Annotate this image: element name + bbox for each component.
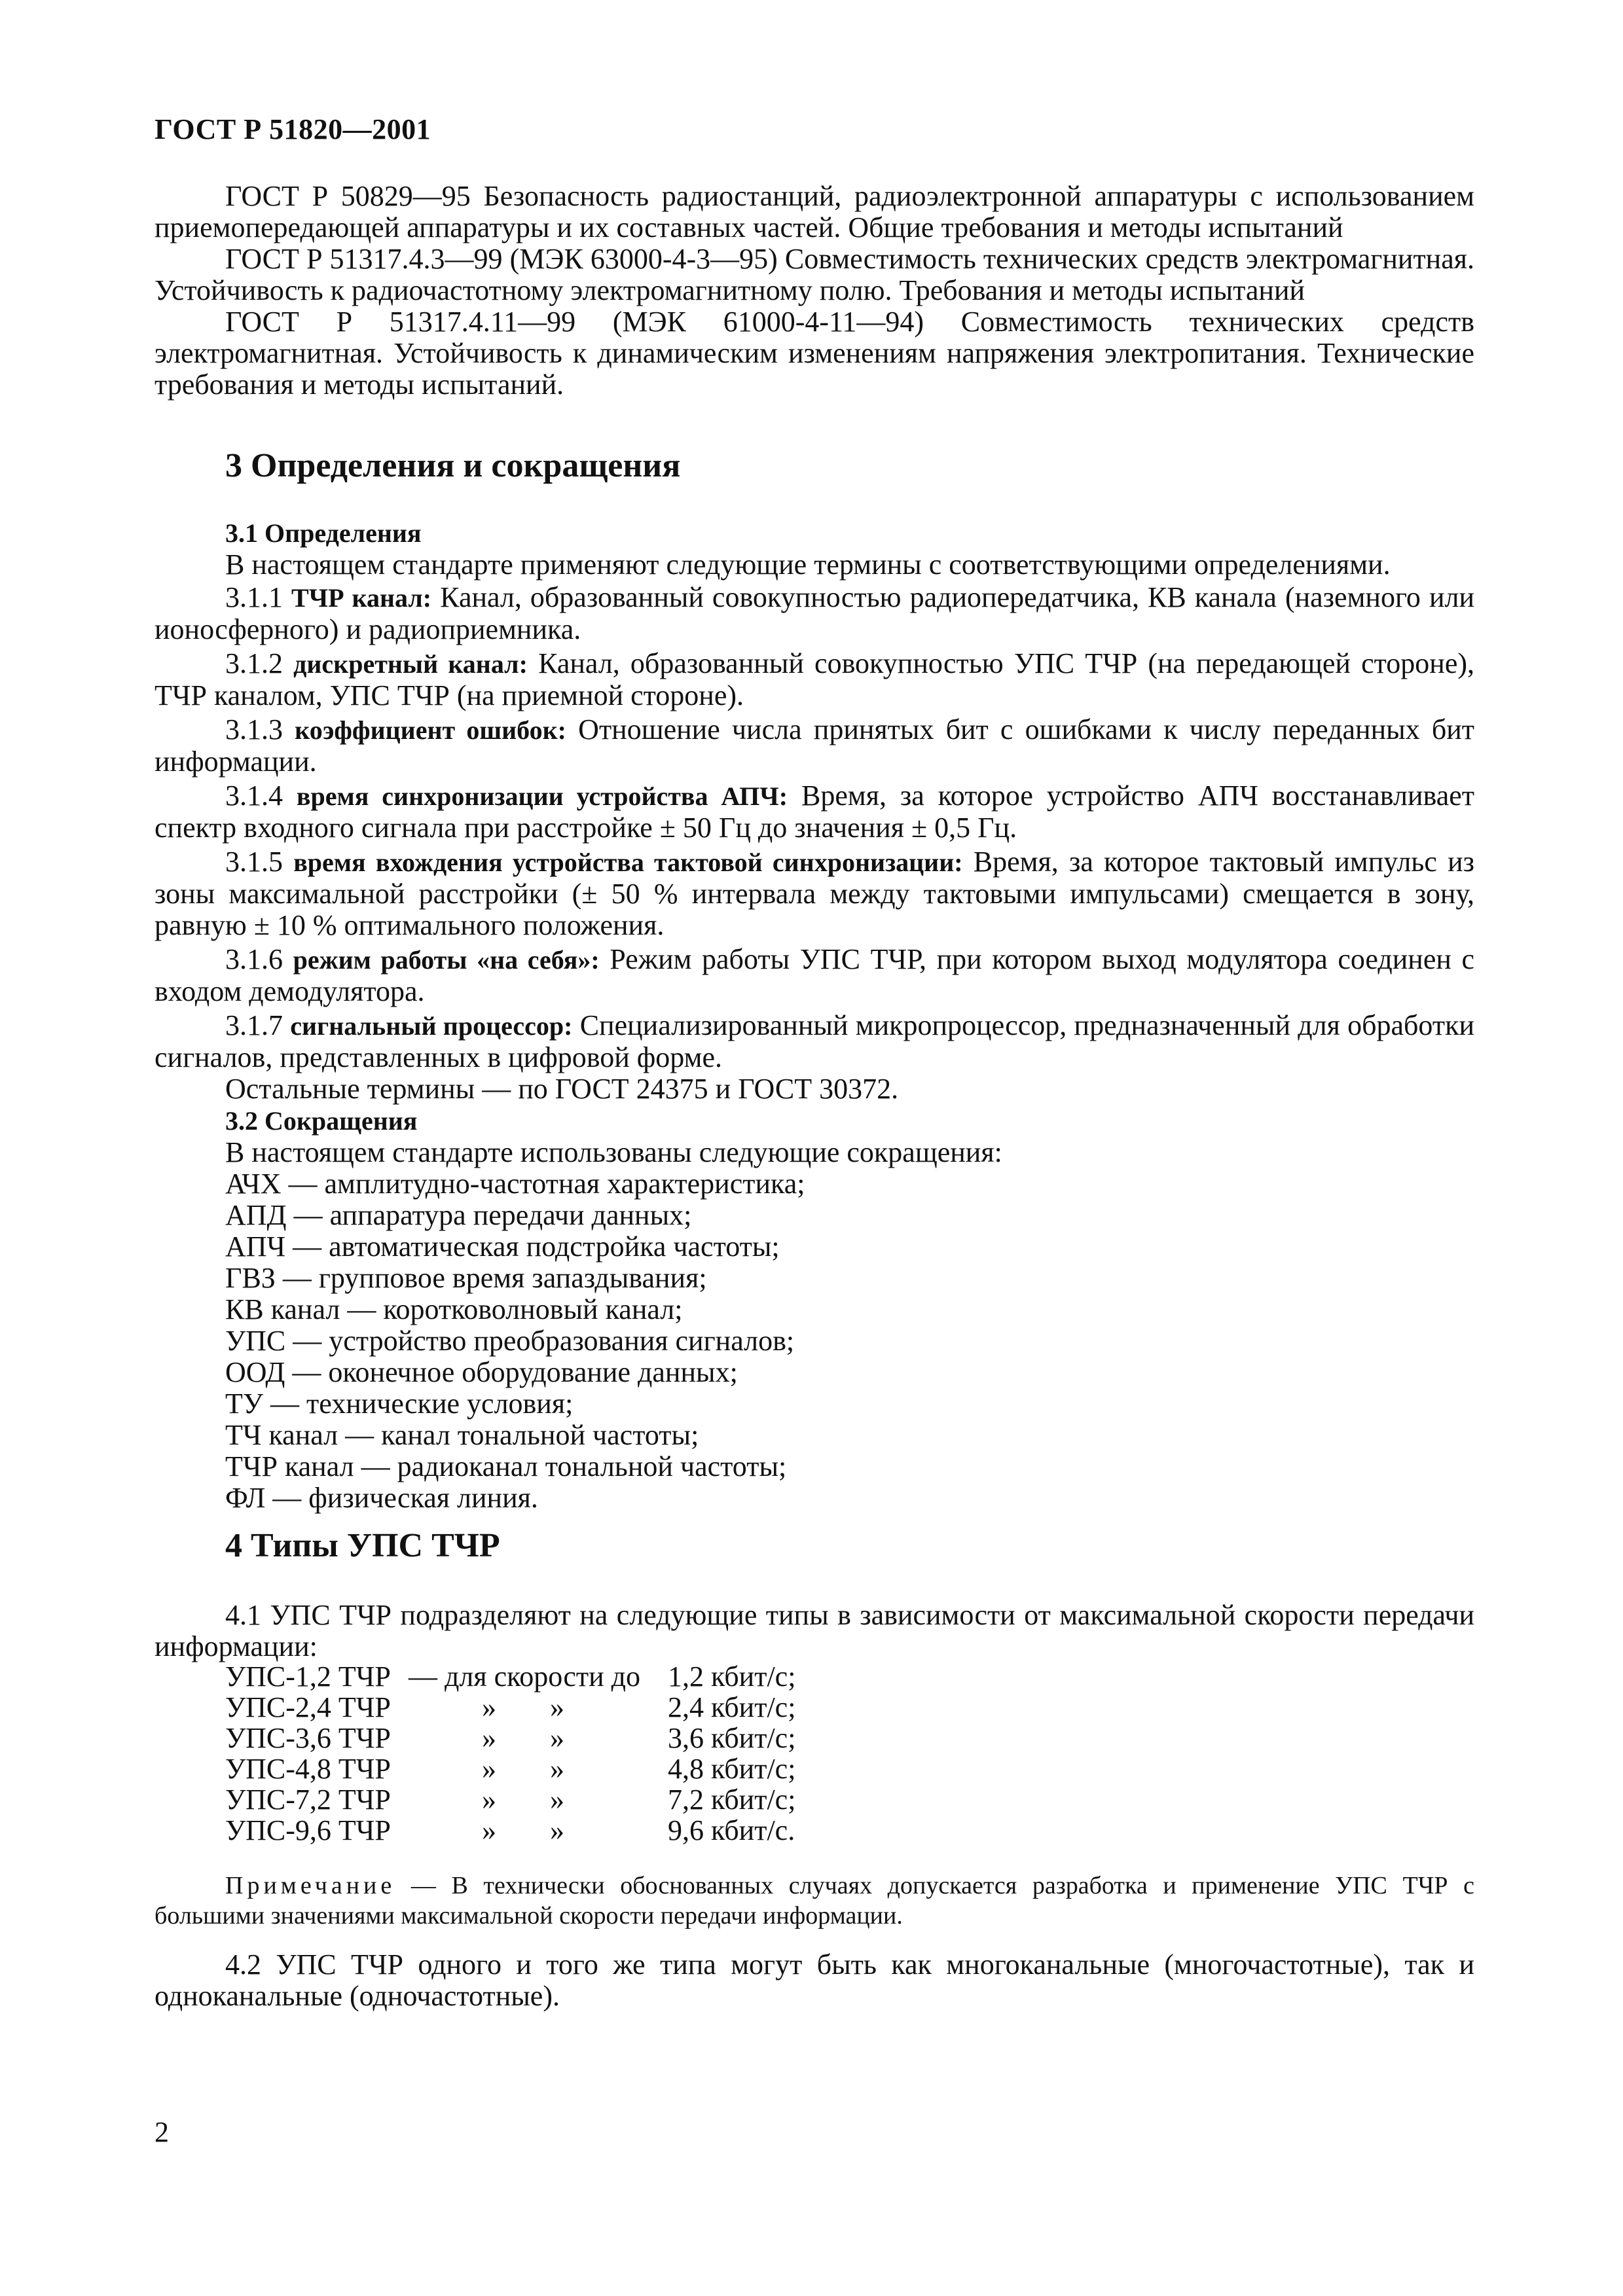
abbreviation-item: ФЛ — физическая линия. — [225, 1482, 538, 1514]
definitions-intro: В настоящем стандарте применяют следующие термины с соответствующими определениями. — [225, 548, 1391, 581]
section-4-title: 4 Типы УПС ТЧР — [225, 1527, 500, 1564]
abbreviation-item: АПД — аппаратура передачи данных; — [225, 1199, 692, 1231]
type-speed: 7,2 кбит/с; — [668, 1784, 796, 1816]
other-terms-line: Остальные термины — по ГОСТ 24375 и ГОСТ 30372. — [225, 1073, 899, 1105]
abbreviation-item: ГВЗ — групповое время запаздывания; — [225, 1262, 707, 1294]
section-3-title: 3 Определения и сокращения — [225, 447, 681, 484]
ditto-mark: » — [550, 1722, 564, 1754]
def-term: ТЧР канал: — [291, 583, 432, 613]
ditto-mark: » — [482, 1814, 496, 1846]
type-speed: 1,2 кбит/с; — [668, 1660, 796, 1693]
def-term: коэффициент ошибок: — [295, 715, 566, 745]
reference-item: ГОСТ Р 51317.4.11—99 (МЭК 61000-4-11—94) Совместимость технических средств электромагнитная. Устойчивость к динамическим изменениям напряжения электропитания. Технические требования и методы испытаний. — [155, 306, 1474, 401]
def-number: 3.1.4 — [225, 780, 283, 812]
def-number: 3.1.6 — [225, 943, 283, 975]
def-text: Время, за которое тактовый импульс из зоны максимальной расстройки (± 50 % интервала между тактовыми импульсами) смещается в зону, равную ± 10 % оптимального положения. — [155, 846, 1474, 941]
type-speed: 4,8 кбит/с; — [668, 1753, 796, 1785]
definition-3-1-3 — [155, 714, 1474, 778]
page-number: 2 — [155, 2116, 169, 2148]
subsection-3-2-title: 3.2 Сокращения — [225, 1106, 418, 1136]
type-separator: — для скорости до — [409, 1660, 641, 1693]
abbreviation-item: УПС — устройство преобразования сигналов; — [225, 1325, 795, 1357]
def-term: дискретный канал: — [293, 649, 528, 679]
definition-3-1-5 — [155, 846, 1474, 941]
def-text: Время, за которое устройство АПЧ восстанавливает спектр входного сигнала при расстройке ± 50 Гц до значения ± 0,5 Гц. — [155, 780, 1474, 844]
subsection-3-1-title: 3.1 Определения — [225, 518, 422, 548]
ditto-mark: » — [550, 1691, 564, 1723]
abbreviation-item: ТУ — технические условия; — [225, 1388, 574, 1420]
document-code: ГОСТ Р 51820—2001 — [155, 113, 431, 145]
def-text: Отношение числа принятых бит с ошибками к числу переданных бит информации. — [155, 713, 1475, 778]
abbreviation-item: ТЧ канал — канал тональной частоты; — [225, 1419, 699, 1451]
abbreviation-item: ООД — оконечное оборудование данных; — [225, 1356, 738, 1388]
abbreviation-item: КВ канал — коротковолновый канал; — [225, 1293, 683, 1325]
type-speed: 3,6 кбит/с; — [668, 1722, 796, 1754]
abbreviation-item: АПЧ — автоматическая подстройка частоты; — [225, 1230, 780, 1263]
def-term: время вхождения устройства тактовой синхронизации: — [293, 848, 963, 877]
ditto-mark: » — [482, 1722, 496, 1754]
ditto-mark: » — [550, 1814, 564, 1846]
type-name: УПС-9,6 ТЧР — [225, 1814, 391, 1846]
paragraph-4-2: 4.2 УПС ТЧР одного и того же типа могут быть как многоканальные (многочастотные), так и одноканальные (одночастотные). — [155, 1948, 1474, 2012]
def-term: время синхронизации устройства АПЧ: — [296, 781, 788, 811]
def-text: Режим работы УПС ТЧР, при котором выход модулятора соединен с входом демодулятора. — [155, 943, 1475, 1007]
ditto-mark: » — [482, 1691, 496, 1723]
type-name: УПС-2,4 ТЧР — [225, 1691, 391, 1723]
definition-3-1-7 — [155, 1010, 1474, 1073]
note-text: — В технически обоснованных случаях допускается разработка и применение УПС ТЧР с большими значениями максимальной скорости передачи информации. — [155, 1872, 1474, 1929]
reference-item: ГОСТ Р 51317.4.3—99 (МЭК 63000-4-3—95) Совместимость технических средств электромагнитная. Устойчивость к радиочастотному электромагнитному полю. Требования и методы испытаний — [155, 243, 1474, 306]
type-name: УПС-4,8 ТЧР — [225, 1753, 391, 1785]
reference-item: ГОСТ Р 50829—95 Безопасность радиостанций, радиоэлектронной аппаратуры с использованием приемопередающей аппаратуры и их составных частей. Общие требования и методы испытаний — [155, 180, 1474, 243]
def-text: Канал, образованный совокупностью УПС ТЧР (на передающей стороне), ТЧР каналом, УПС ТЧР (на приемной стороне). — [155, 647, 1475, 711]
abbreviation-item: АЧХ — амплитудно-частотная характеристика; — [225, 1168, 805, 1200]
def-text: Канал, образованный совокупностью радиопередатчика, КВ канала (наземного или ионосферного) и радиоприемника. — [155, 581, 1475, 645]
definition-3-1-6 — [155, 944, 1474, 1007]
type-name: УПС-7,2 ТЧР — [225, 1784, 391, 1816]
definition-3-1-2 — [155, 648, 1474, 711]
def-number: 3.1.2 — [225, 647, 283, 679]
abbreviation-item: ТЧР канал — радиоканал тональной частоты; — [225, 1450, 787, 1482]
type-speed: 9,6 кбит/с. — [668, 1814, 795, 1846]
def-number: 3.1.3 — [225, 713, 283, 745]
note-label: Примечание — [225, 1872, 396, 1899]
section-4-intro — [155, 1600, 1474, 1662]
definitions-block — [155, 517, 1474, 1514]
def-number: 3.1.7 — [225, 1009, 283, 1041]
def-number: 3.1.5 — [225, 846, 283, 878]
note-block — [155, 1871, 1474, 1931]
type-speed: 2,4 кбит/с; — [668, 1691, 796, 1723]
type-name: УПС-3,6 ТЧР — [225, 1722, 391, 1754]
def-term: сигнальный процессор: — [290, 1011, 573, 1041]
paragraph-4-1: 4.1 УПС ТЧР подразделяют на следующие типы в зависимости от максимальной скорости передачи информации: — [155, 1599, 1474, 1662]
def-number: 3.1.1 — [225, 581, 283, 613]
definition-3-1-4 — [155, 780, 1474, 844]
ditto-mark: » — [550, 1784, 564, 1816]
ditto-mark: » — [550, 1753, 564, 1785]
def-text: Специализированный микропроцессор, предназначенный для обработки сигналов, представленных в цифровой форме. — [155, 1009, 1474, 1073]
ditto-mark: » — [482, 1784, 496, 1816]
section-4-2-block — [155, 1949, 1474, 2012]
definition-3-1-1 — [155, 582, 1474, 645]
references-block — [155, 181, 1474, 401]
abbreviations-intro: В настоящем стандарте использованы следующие сокращения: — [225, 1136, 1002, 1168]
type-name: УПС-1,2 ТЧР — [225, 1660, 391, 1693]
ditto-mark: » — [482, 1753, 496, 1785]
def-term: режим работы «на себя»: — [293, 945, 600, 975]
